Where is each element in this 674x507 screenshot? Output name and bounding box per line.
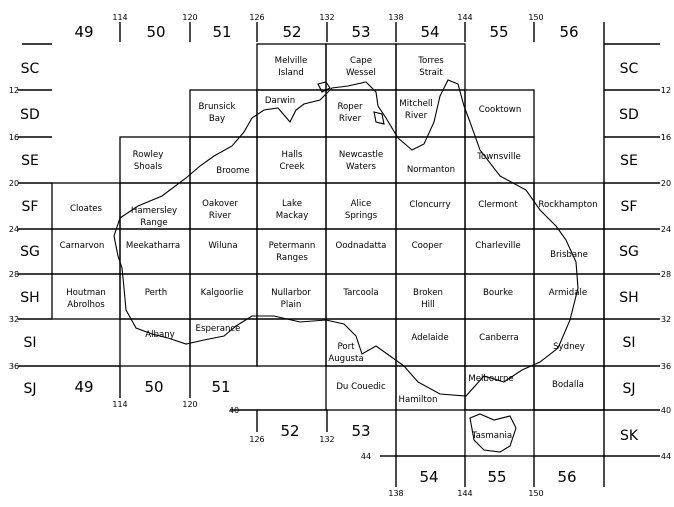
latitude-label: 32: [660, 315, 672, 324]
latitude-label: 16: [8, 133, 20, 142]
sheet-name-line: Lake: [281, 199, 303, 209]
sheet-name-line: Strait: [419, 68, 443, 78]
row-code: SJ: [23, 381, 37, 397]
zone-number: 49: [74, 23, 94, 41]
row-code: SH: [619, 290, 639, 306]
zone-number: 55: [487, 468, 507, 486]
latitude-label: 40: [228, 406, 240, 415]
sheet-name-line: Roper: [337, 102, 363, 112]
zone-number: 51: [211, 378, 231, 396]
sheet-name-line: Oakover: [202, 199, 238, 209]
sheet-name-line: River: [338, 114, 362, 124]
sheet-name-line: Normanton: [406, 165, 456, 175]
sheet-name-line: Houtman: [66, 288, 106, 298]
latitude-label: 40: [660, 406, 672, 415]
latitude-label: 28: [660, 270, 672, 279]
sheet-name-line: Darwin: [264, 96, 296, 106]
sheet-name-line: Wiluna: [208, 241, 238, 251]
latitude-label: 28: [8, 270, 20, 279]
sheet-name-line: Adelaide: [411, 333, 449, 343]
latitude-label: 16: [660, 133, 672, 142]
sheet-name-line: Hamilton: [398, 395, 438, 405]
sheet-name-line: River: [208, 211, 232, 221]
longitude-label: 120: [182, 400, 198, 409]
longitude-label: 132: [319, 435, 335, 444]
row-code: SG: [20, 244, 40, 260]
sheet-name-line: Brunsick: [198, 102, 236, 112]
longitude-label: 144: [457, 489, 473, 498]
zone-number: 56: [559, 23, 579, 41]
sheet-name-line: Mackay: [275, 211, 309, 221]
sheet-name-line: Cooktown: [478, 105, 522, 115]
longitude-label: 120: [182, 13, 198, 22]
zone-number: 54: [420, 23, 440, 41]
right-latitude-labels: [661, 86, 671, 461]
row-code: SE: [620, 153, 638, 169]
sheet-name-line: Bay: [208, 114, 226, 124]
sheet-name-line: Mitchell: [399, 99, 433, 109]
latitude-label: 12: [8, 86, 20, 95]
sheet-name-line: Rowley: [132, 150, 164, 160]
sheet-name-line: Cape: [349, 56, 373, 66]
sheet-name-line: Cloncurry: [409, 200, 451, 210]
sheet-name-line: Torres: [418, 56, 444, 66]
latitude-label: 32: [8, 315, 20, 324]
longitude-label: 126: [249, 13, 265, 22]
latitude-label: 44: [360, 452, 372, 461]
inner-latitude-labels: [229, 406, 371, 461]
sheet-name-line: Broken: [413, 288, 443, 298]
sheet-name-line: Abrolhos: [67, 300, 105, 310]
sheet-name-line: Range: [140, 218, 168, 228]
sheet-name-line: Port: [337, 342, 355, 352]
sheet-name-line: Perth: [144, 288, 168, 298]
row-code: SK: [619, 428, 639, 444]
sheet-names: [60, 56, 598, 441]
zone-number: 54: [419, 468, 439, 486]
row-code: SH: [20, 290, 40, 306]
longitude-label: 138: [388, 13, 404, 22]
sheet-name-line: Augusta: [328, 354, 364, 364]
sheet-name-line: Rockhampton: [538, 200, 598, 210]
longitude-label: 150: [528, 489, 544, 498]
sheet-name-line: Creek: [279, 162, 305, 172]
row-code: SJ: [622, 381, 636, 397]
sheet-name-line: Carnarvon: [59, 241, 105, 251]
row-code: SI: [23, 335, 37, 351]
sheet-name-line: Armidale: [548, 288, 588, 298]
latitude-label: 20: [8, 179, 20, 188]
sheet-name-line: Shoals: [133, 162, 163, 172]
sheet-name-line: Cloates: [69, 204, 103, 214]
longitude-label: 138: [388, 489, 404, 498]
zone-number: 56: [557, 468, 577, 486]
sheet-name-line: Springs: [344, 211, 378, 221]
zone-number: 50: [146, 23, 166, 41]
sheet-name-line: Bodalla: [552, 380, 584, 390]
longitude-label: 144: [457, 13, 473, 22]
latitude-label: 44: [660, 452, 672, 461]
sheet-name-line: Clermont: [478, 200, 518, 210]
sheet-name-line: Halls: [281, 150, 303, 160]
row-code: SC: [20, 61, 40, 77]
sheet-name-line: Hamersley: [130, 206, 178, 216]
sheet-name-line: Meekatharra: [125, 241, 181, 251]
australia-coastline: [114, 80, 578, 452]
sheet-name-line: Plain: [280, 300, 302, 310]
latitude-label: 36: [8, 362, 20, 371]
sheet-name-line: Oodnadatta: [335, 241, 387, 251]
sheet-name-line: Broome: [216, 166, 250, 176]
sheet-name-line: River: [404, 111, 428, 121]
row-codes-right: [619, 61, 639, 444]
sheet-name-line: Kalgoorlie: [200, 288, 244, 298]
latitude-label: 36: [660, 362, 672, 371]
sheet-name-line: Hill: [421, 300, 435, 310]
latitude-label: 12: [660, 86, 672, 95]
row-code: SC: [619, 61, 639, 77]
sheet-name-line: Bourke: [482, 288, 514, 298]
latitude-label: 20: [660, 179, 672, 188]
sheet-name-line: Alice: [350, 199, 372, 209]
sheet-name-line: Townsville: [477, 152, 521, 162]
zone-number: 53: [351, 422, 371, 440]
longitude-label: 150: [528, 13, 544, 22]
zone-number: 52: [280, 422, 300, 440]
row-code: SD: [619, 107, 639, 123]
sheet-name-line: Wessel: [346, 68, 376, 78]
sheet-name-line: Petermann: [268, 241, 316, 251]
row-code: SI: [622, 335, 636, 351]
sheet-name-line: Canberra: [479, 333, 519, 343]
row-code: SF: [620, 199, 638, 215]
latitude-label: 24: [8, 225, 20, 234]
sheet-name-line: Brisbane: [550, 250, 588, 260]
zone-number: 49: [74, 378, 94, 396]
sheet-name-line: Newcastle: [338, 150, 384, 160]
sheet-name-line: Melville: [274, 56, 308, 66]
sheet-name-line: Albany: [145, 330, 175, 340]
sheet-name-line: Tarcoola: [343, 288, 379, 298]
row-code: SF: [21, 199, 39, 215]
longitude-label: 114: [112, 13, 128, 22]
longitude-label: 132: [319, 13, 335, 22]
zone-number: 50: [144, 378, 164, 396]
left-latitude-labels: [9, 86, 19, 371]
longitude-label: 126: [249, 435, 265, 444]
sheet-name-line: Waters: [346, 162, 376, 172]
zone-number: 55: [489, 23, 509, 41]
sheet-name-line: Melbourne: [468, 374, 514, 384]
sheet-name-line: Island: [278, 68, 304, 78]
sheet-name-line: Nullarbor: [271, 288, 311, 298]
zone-number: 51: [212, 23, 232, 41]
sheet-name-line: Ranges: [276, 253, 308, 263]
row-code: SG: [619, 244, 639, 260]
top-longitude-labels: [112, 13, 543, 22]
zone-number: 52: [282, 23, 302, 41]
longitude-label: 114: [112, 400, 128, 409]
row-code: SD: [20, 107, 40, 123]
sheet-name-line: Esperance: [195, 324, 241, 334]
row-code: SE: [21, 153, 39, 169]
sheet-name-line: Tasmania: [471, 431, 513, 441]
sheet-name-line: Cooper: [411, 241, 443, 251]
zone-number: 53: [351, 23, 371, 41]
latitude-label: 24: [660, 225, 672, 234]
sheet-name-line: Du Couedic: [336, 382, 386, 392]
sheet-name-line: Charleville: [475, 241, 521, 251]
sheet-name-line: Sydney: [553, 342, 585, 352]
